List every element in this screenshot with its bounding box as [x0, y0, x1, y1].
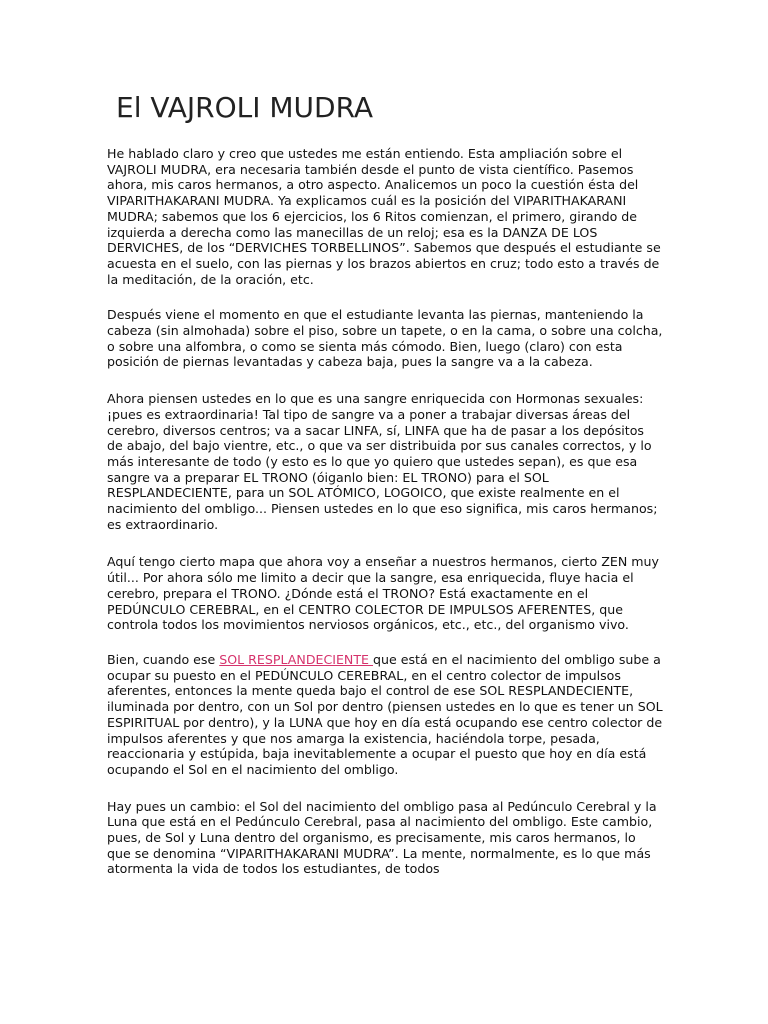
paragraph-5-lead-text: Bien, cuando ese — [107, 651, 220, 667]
paragraph-6: Hay pues un cambio: el Sol del nacimiento del ombligo pasa al Pedúnculo Cerebral y la Luna que está en el Pedúnculo Cerebral, pasa al nacimiento del ombligo. Este cambio, pues, de Sol y Luna dentro del organismo, es precisamente, mis caros hermanos, lo que se denomina “VIPARITHAKARANI MUDRA”. La mente, normalmente, es lo que más atormenta la vida de todos los estudiantes, de todos — [107, 798, 657, 877]
document-body — [107, 146, 663, 896]
page-title: El VAJROLI MUDRA — [116, 91, 374, 124]
paragraph-1: He hablado claro y creo que ustedes me están entiendo. Esta ampliación sobre el VAJROLI MUDRA, era necesaria también desde el punto de vista científico. Pasemos ahora, mis caros hermanos, a otro aspecto. Analicemos un poco la cuestión ésta del VIPARITHAKARANI MUDRA. Ya explicamos cuál es la posición del VIPARITHAKARANI MUDRA; sabemos que los 6 ejercicios, los 6 Ritos comienzan, el primero, girando de izquierda a derecha como las manecillas de un reloj; esa es la DANZA DE LOS DERVICHES, de los “DERVICHES TORBELLINOS”. Sabemos que después el estudiante se acuesta en el suelo, con las piernas y los brazos abiertos en cruz; todo esto a través de la meditación, de la oración, etc. — [107, 146, 661, 287]
paragraph-5 — [107, 652, 663, 778]
paragraph-4: Aquí tengo cierto mapa que ahora voy a enseñar a nuestros hermanos, cierto ZEN muy útil... Por ahora sólo me limito a decir que la sangre, esa enriquecida, fluye hacia el cerebro, prepara el TRONO. ¿Dónde está el TRONO? Está exactamente en el PEDÚNCULO CEREBRAL, en el CENTRO COLECTOR DE IMPULSOS AFERENTES, que controla todos los movimientos nerviosos orgánicos, etc., etc., del organismo vivo. — [107, 554, 659, 633]
paragraph-2: Después viene el momento en que el estudiante levanta las piernas, manteniendo la cabeza (sin almohada) sobre el piso, sobre un tapete, o en la cama, o sobre una colcha, o sobre una alfombra, o como se sienta más cómodo. Bien, luego (claro) con esta posición de piernas levantadas y cabeza baja, pues la sangre va a la cabeza. — [107, 307, 663, 370]
paragraph-5-rest-text: que está en el nacimiento del ombligo sube a ocupar su puesto en el PEDÚNCULO CEREBRAL, en el centro colector de impulsos aferentes, entonces la mente queda bajo el control de ese SOL RESPLANDECIENTE, iluminada por dentro, con un Sol por dentro (piensen ustedes en lo que es tener un SOL ESPIRITUAL por dentro), y la LUNA que hoy en día está ocupando ese centro colector de impulsos aferentes y que nos amarga la existencia, haciéndola torpe, pesada, reaccionaria y estúpida, baja inevitablemente a ocupar el puesto que hoy en día está ocupando el Sol en el nacimiento del ombligo. — [107, 651, 663, 777]
sol-resplandeciente-link[interactable]: SOL RESPLANDECIENTE — [219, 651, 374, 667]
paragraph-3: Ahora piensen ustedes en lo que es una sangre enriquecida con Hormonas sexuales: ¡pues es extraordinaria! Tal tipo de sangre va a poner a trabajar diversas áreas del cerebro, diversos centros; va a sacar LINFA, sí, LINFA que ha de pasar a los depósitos de abajo, del bajo vientre, etc., o que va ser distribuida por sus canales correctos, y lo más interesante de todo (y esto es lo que yo quiero que ustedes sepan), es que esa sangre va a preparar EL TRONO (óiganlo bien: EL TRONO) para el SOL RESPLANDECIENTE, para un SOL ATÓMICO, LOGOICO, que existe realmente en el nacimiento del ombligo... Piensen ustedes en lo que eso significa, mis caros hermanos; es extraordinario. — [107, 391, 658, 532]
